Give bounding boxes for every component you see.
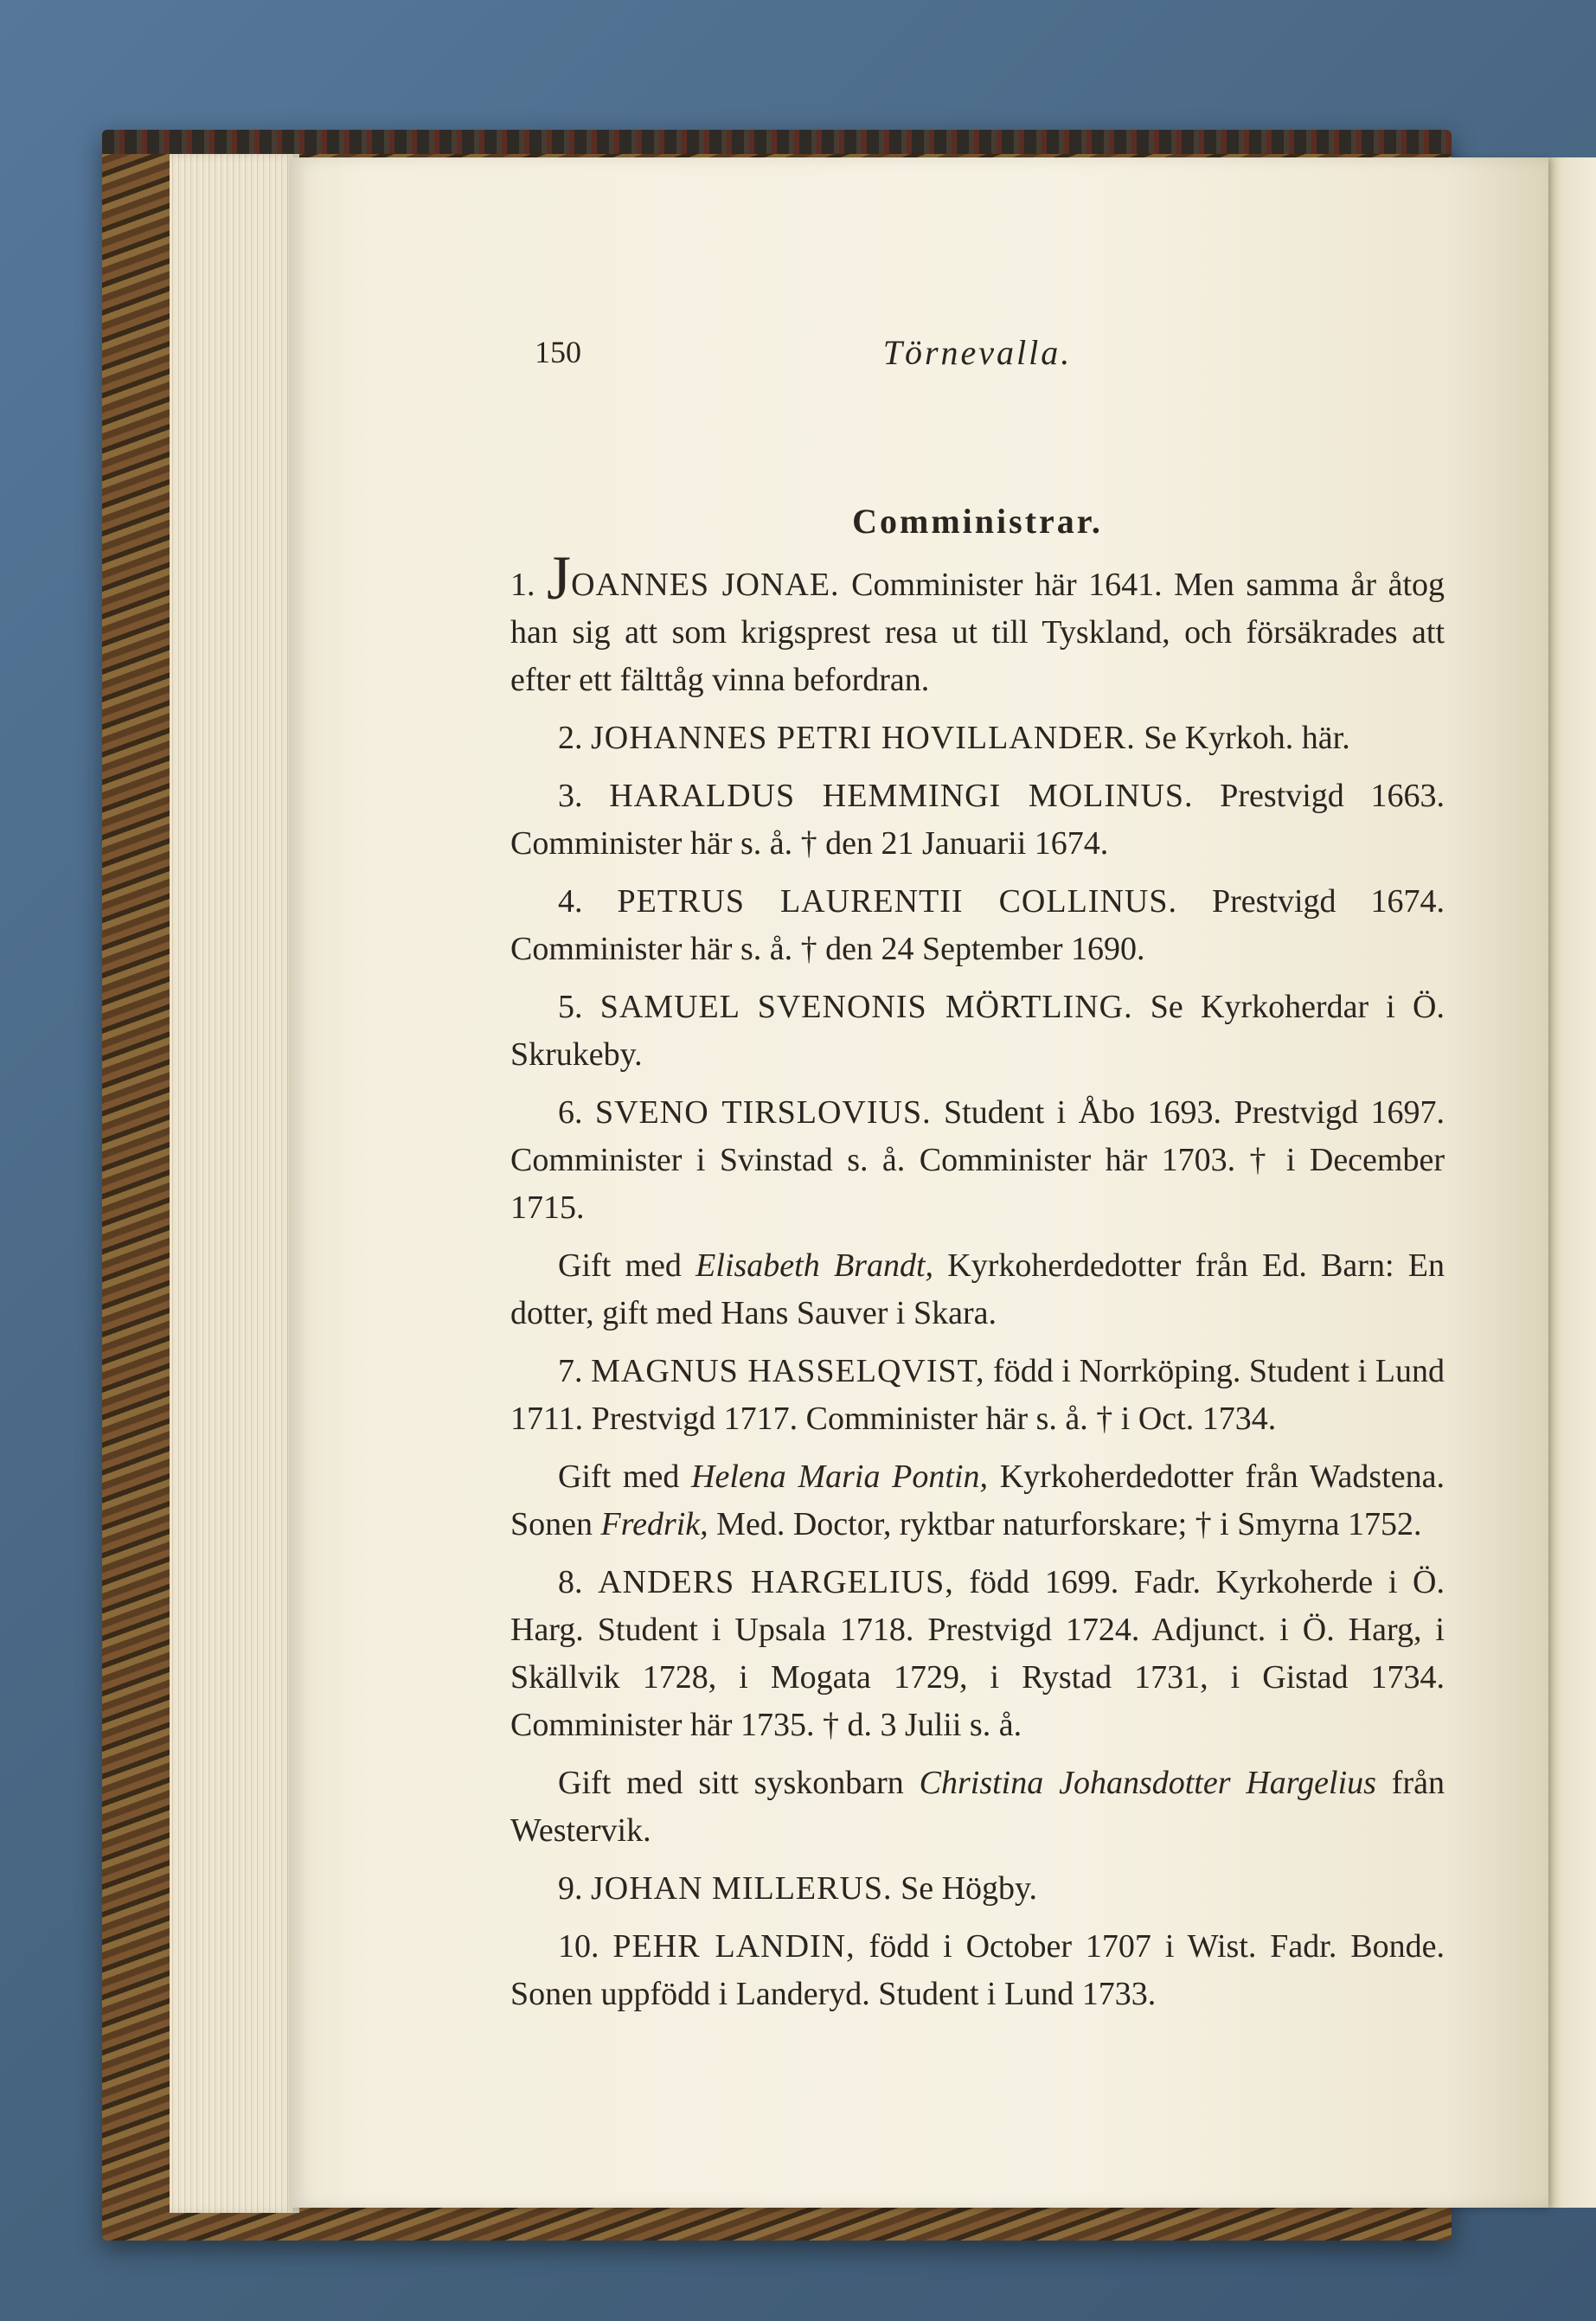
entry-7: [510, 1348, 1445, 1443]
entry-text: född 1699. Fadr. Kyrkoherde i Ö. Harg. Student i Upsala 1718. Prestvigd 1724. Adjunct. i Ö. Harg, i Skällvik 1728, i Mogata 1729, i Rystad 1731, i Gistad 1734. Comminister här 1735. † d. 3 Julii s. å.: [510, 1564, 1445, 1743]
entry-text: född i Norrköping. Student i Lund 1711. Prestvigd 1717. Comminister här s. å. † i Oct. 1734.: [510, 1353, 1445, 1437]
entry-number: 3.: [558, 778, 583, 814]
entry-2: [510, 715, 1445, 762]
entry-text: Student i Åbo 1693. Prestvigd 1697. Comminister i Svinstad s. å. Comminister här 1703. † i December 1715.: [510, 1094, 1445, 1226]
entry-4: [510, 878, 1445, 973]
marriage-prefix: Gift med sitt syskonbarn: [558, 1765, 920, 1801]
entry-6: [510, 1089, 1445, 1232]
entry-text: Se Kyrkoh. här.: [1135, 720, 1350, 756]
entry-name: JOHANNES PETRI HOVILLANDER.: [591, 720, 1136, 756]
entry-name: PEHR LANDIN,: [612, 1928, 856, 1965]
entry-name: HARALDUS HEMMINGI MOLINUS.: [609, 778, 1194, 814]
entry-8-marriage: [510, 1760, 1445, 1855]
entry-number: 10.: [558, 1928, 599, 1965]
entry-text: Se Högby.: [892, 1870, 1038, 1907]
entry-text: Prestvigd 1663. Comminister här s. å. † den 21 Januarii 1674.: [510, 778, 1445, 862]
facing-page-edge: [1548, 157, 1596, 2208]
entry-number: 7.: [558, 1353, 583, 1389]
entry-number: 5.: [558, 989, 583, 1025]
entry-5: [510, 984, 1445, 1079]
marriage-text: Kyrkoherdedotter från Wadstena. Sonen: [510, 1459, 1445, 1542]
running-head: Törnevalla.: [882, 333, 1073, 372]
spouse-name: Helena Maria Pontin,: [691, 1459, 989, 1495]
page-stack-edges: [170, 154, 299, 2213]
entry-number: 4.: [558, 883, 583, 920]
entry-text: född i October 1707 i Wist. Fadr. Bonde. Sonen uppfödd i Landeryd. Student i Lund 1733.: [510, 1928, 1445, 2012]
entry-text: Comminister här 1641. Men samma år åtog han sig att som krigsprest resa ut till Tyskland, och försäkrades att efter ett fälttåg vinna befordran.: [510, 567, 1445, 698]
marriage-text: från Westervik.: [510, 1765, 1445, 1849]
entry-name: SVENO TIRSLOVIUS.: [594, 1094, 932, 1131]
marriage-prefix: Gift med: [558, 1459, 692, 1495]
entry-name: OANNES JONAE.: [571, 567, 840, 603]
marriage-text: Kyrkoherdedotter från Ed. Barn: En dotter, gift med Hans Sauver i Skara.: [510, 1247, 1445, 1331]
drop-cap: J: [547, 543, 572, 612]
page-text-block: [510, 329, 1445, 2012]
entry-6-marriage: [510, 1242, 1445, 1337]
entry-10: [510, 1923, 1445, 2018]
marriage-text-2: Med. Doctor, ryktbar naturforskare; † i Smyrna 1752.: [708, 1506, 1422, 1542]
entry-number: 8.: [558, 1564, 583, 1600]
entry-name: MAGNUS HASSELQVIST,: [591, 1353, 985, 1389]
page-header: [510, 329, 1445, 376]
son-name: Fredrik,: [600, 1506, 708, 1542]
entry-name: PETRUS LAURENTII COLLINUS.: [617, 883, 1177, 920]
marriage-prefix: Gift med: [558, 1247, 696, 1284]
entry-1: [510, 543, 1445, 704]
entry-text: Prestvigd 1674. Comminister här s. å. † den 24 September 1690.: [510, 883, 1445, 967]
entry-name: SAMUEL SVENONIS MÖRTLING.: [599, 989, 1133, 1025]
entry-8: [510, 1559, 1445, 1749]
entry-name: ANDERS HARGELIUS,: [598, 1564, 954, 1600]
book-spine-edge: [102, 130, 1452, 154]
entry-name: JOHAN MILLERUS.: [591, 1870, 893, 1907]
entries-list: [510, 543, 1445, 2029]
entry-text: Se Kyrkoherdar i Ö. Skrukeby.: [510, 989, 1445, 1073]
section-title: Comministrar.: [852, 502, 1103, 541]
entry-7-marriage: [510, 1453, 1445, 1548]
entry-number: 1.: [510, 567, 535, 603]
entry-number: 6.: [558, 1094, 583, 1131]
page-number: 150: [535, 335, 581, 369]
entry-number: 2.: [558, 720, 583, 756]
entry-3: [510, 773, 1445, 868]
spouse-name: Elisabeth Brandt,: [695, 1247, 934, 1284]
entry-number: 9.: [558, 1870, 583, 1907]
entry-9: [510, 1865, 1445, 1913]
spouse-name: Christina Johansdotter Hargelius: [919, 1765, 1376, 1801]
